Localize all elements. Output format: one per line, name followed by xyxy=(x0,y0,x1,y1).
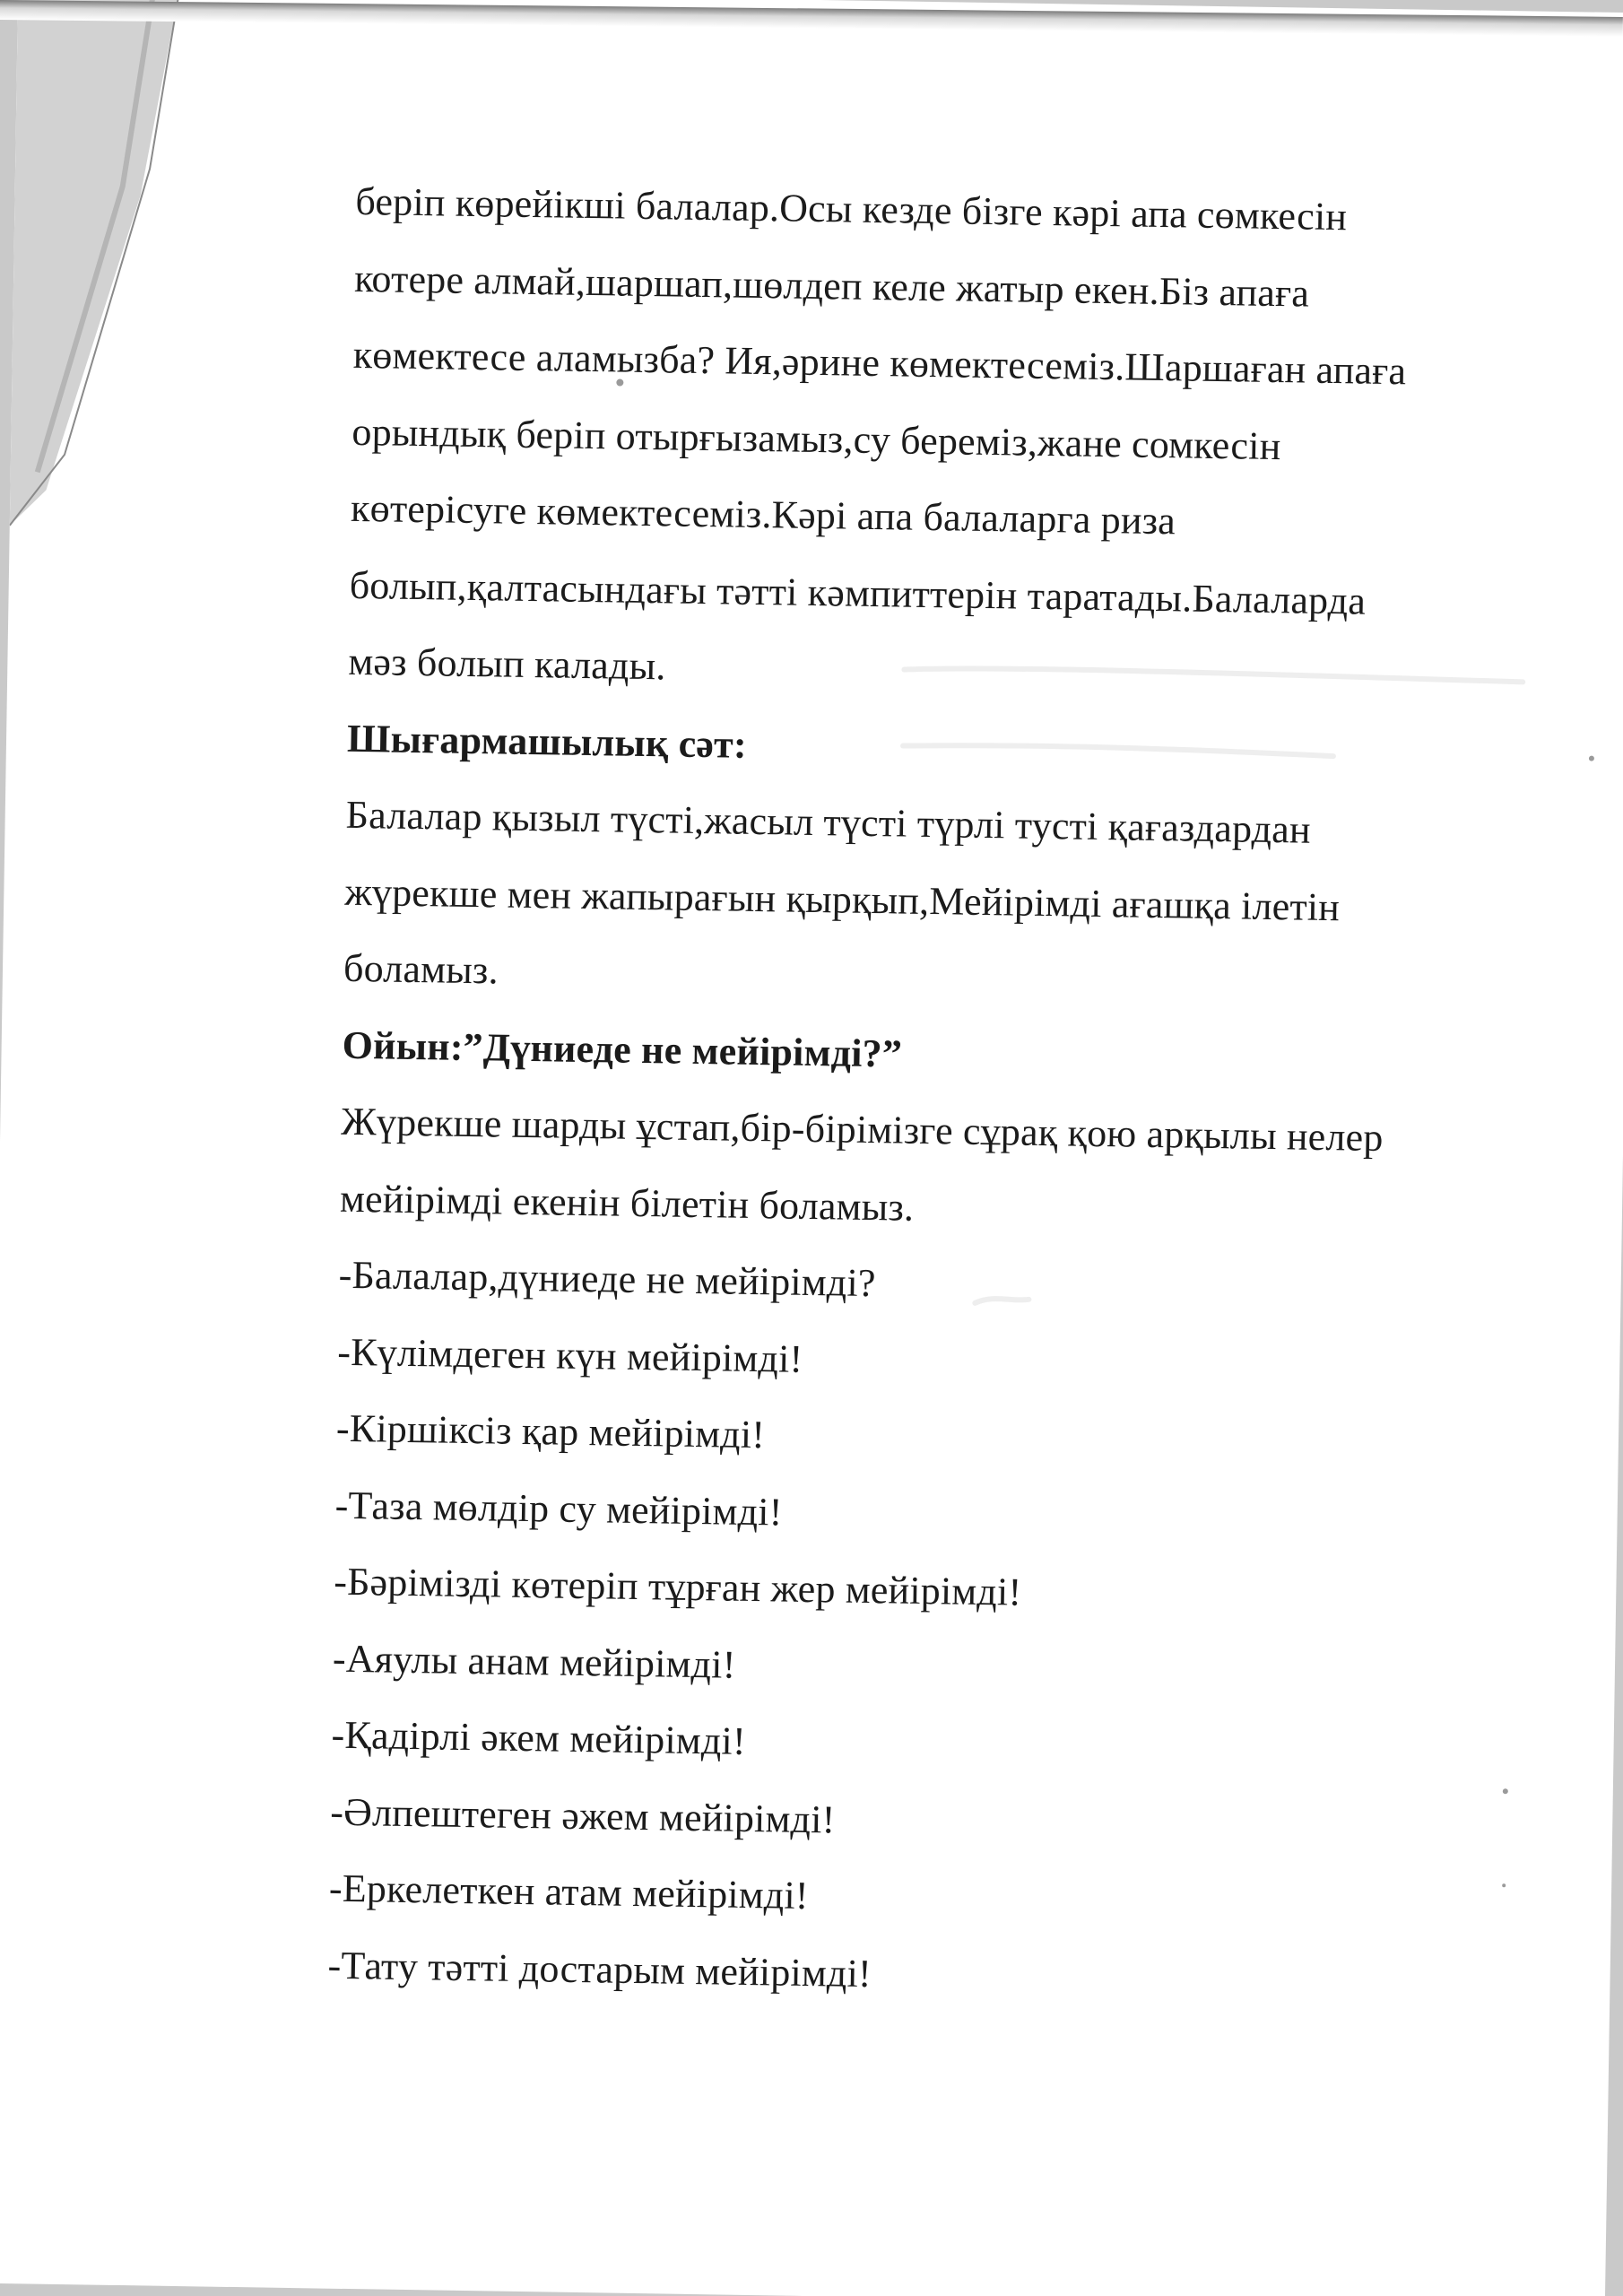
document-body xyxy=(327,163,1567,2022)
text-line: мәз болып калады. xyxy=(348,639,666,689)
text-line: Жүрекше шарды ұстап,бір-бірімізге сұрақ қою арқылы нелер xyxy=(341,1099,1384,1161)
text-line: -Таза мөлдір су мейірімді! xyxy=(334,1483,783,1535)
text-line: -Қадірлі әкем мейірімді! xyxy=(331,1712,747,1763)
folded-corner xyxy=(9,0,287,548)
text-line: -Балалар,дүниеде не мейірімді? xyxy=(338,1252,876,1306)
text-line: -Еркелеткен атам мейірімді! xyxy=(328,1866,810,1918)
text-line: -Бәрімізді көтеріп тұрған жер мейірімді! xyxy=(333,1559,1022,1614)
text-line: котере алмай,шаршап,шөлдеп келе жатыр екен.Біз апаға xyxy=(353,256,1310,316)
section-heading: Шығармашылық сәт: xyxy=(346,716,748,767)
text-line: Балалар қызыл түсті,жасыл түсті түрлі тусті қағаздардан xyxy=(345,792,1312,852)
text-line: мейірімді екенін білетін боламыз. xyxy=(339,1176,915,1230)
section-heading: Ойын:”Дүниеде не мейірімді?” xyxy=(342,1022,903,1076)
text-line: -Аяулы анам мейірімді! xyxy=(332,1636,736,1687)
text-line: -Күлімдеген күн мейірімді! xyxy=(336,1329,803,1381)
text-line: көтерісуге көмектесеміз.Кәрі апа балаларга риза xyxy=(350,485,1176,544)
text-line: көмектесе аламызба? Ия,әрине көмектесеміз.Шаршаған апаға xyxy=(352,332,1407,394)
text-line: -Тату тәтті достарым мейірімді! xyxy=(327,1943,872,1996)
text-line: -Әлпештеген әжем мейірімді! xyxy=(329,1789,836,1842)
text-line: болып,қалтасындағы тәтті кәмпиттерін таратады.Балаларда xyxy=(349,562,1367,623)
text-line: орындық беріп отырғызамыз,су береміз,жане сомкесін xyxy=(352,409,1281,468)
text-line: беріп көрейікші балалар.Осы кезде бізге кәрі апа сөмкесін xyxy=(355,178,1348,239)
text-line: боламыз. xyxy=(343,945,499,993)
text-line: -Кіршіксіз қар мейірімді! xyxy=(335,1405,766,1457)
text-line: жүрекше мен жапырағын қырқып,Мейірімді ағашқа ілетін xyxy=(344,869,1341,929)
